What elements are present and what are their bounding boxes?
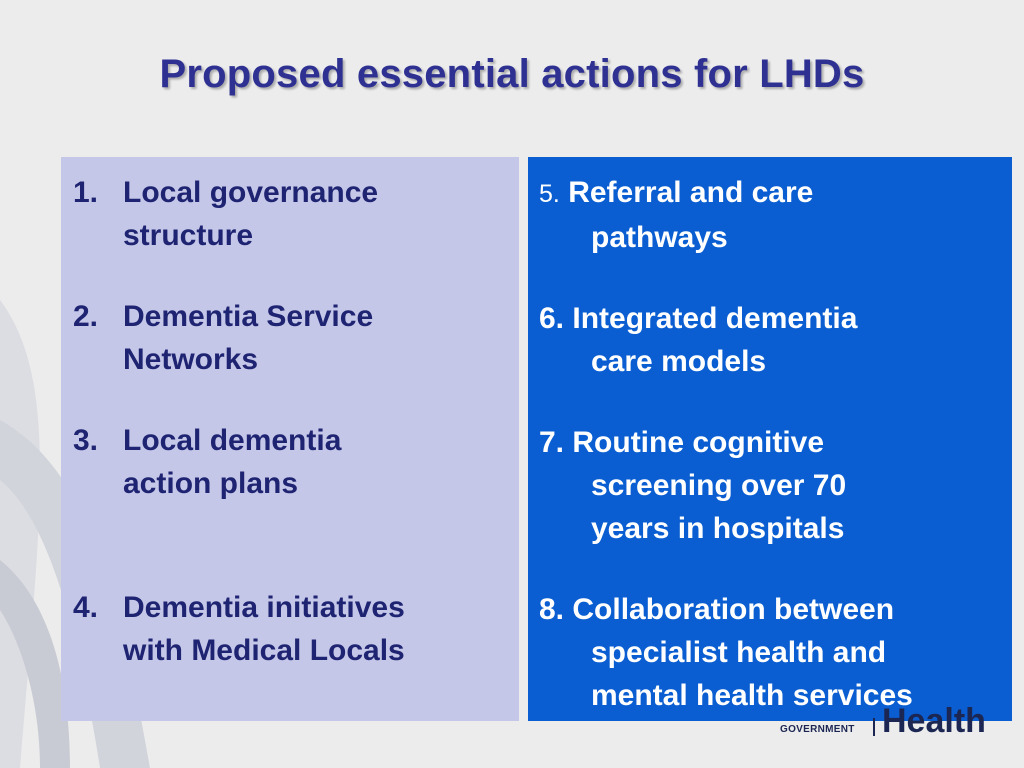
action-text: Dementia Service Networks [123, 300, 374, 376]
action-text: Local governance structure [123, 176, 379, 252]
action-item-7 [539, 421, 1012, 550]
action-text: Integrated dementia care models [572, 302, 858, 378]
action-item-1 [73, 171, 519, 257]
action-item-6 [539, 297, 1012, 383]
action-item-8 [539, 588, 1012, 717]
left-actions-panel [61, 157, 519, 721]
action-text: Dementia initiatives with Medical Locals [123, 591, 405, 667]
slide-title: Proposed essential actions for LHDs [159, 52, 865, 96]
action-text: Routine cognitive screening over 70 years in hospitals [572, 426, 847, 545]
action-number: 6. [539, 302, 565, 335]
action-item-3 [73, 419, 519, 505]
action-item-4 [73, 586, 519, 672]
logo-divider [873, 718, 875, 736]
action-item-2 [73, 295, 519, 381]
action-text: Referral and care pathways [568, 176, 814, 254]
action-number: 1. [73, 176, 99, 209]
action-item-5 [539, 171, 1012, 259]
right-actions-panel [528, 157, 1012, 721]
nsw-health-logo [778, 700, 1018, 768]
action-text: Local dementia action plans [123, 424, 342, 500]
action-number: 3. [73, 424, 99, 457]
action-number: 2. [73, 300, 99, 333]
action-text: Collaboration between specialist health and mental health services [572, 593, 913, 712]
action-number: 4. [73, 591, 99, 624]
action-number: 8. [539, 593, 565, 626]
action-number: 7. [539, 426, 565, 459]
logo-health-text: Health [882, 702, 986, 740]
logo-government-text: GOVERNMENT [780, 724, 855, 735]
action-number: 5. [539, 180, 560, 208]
